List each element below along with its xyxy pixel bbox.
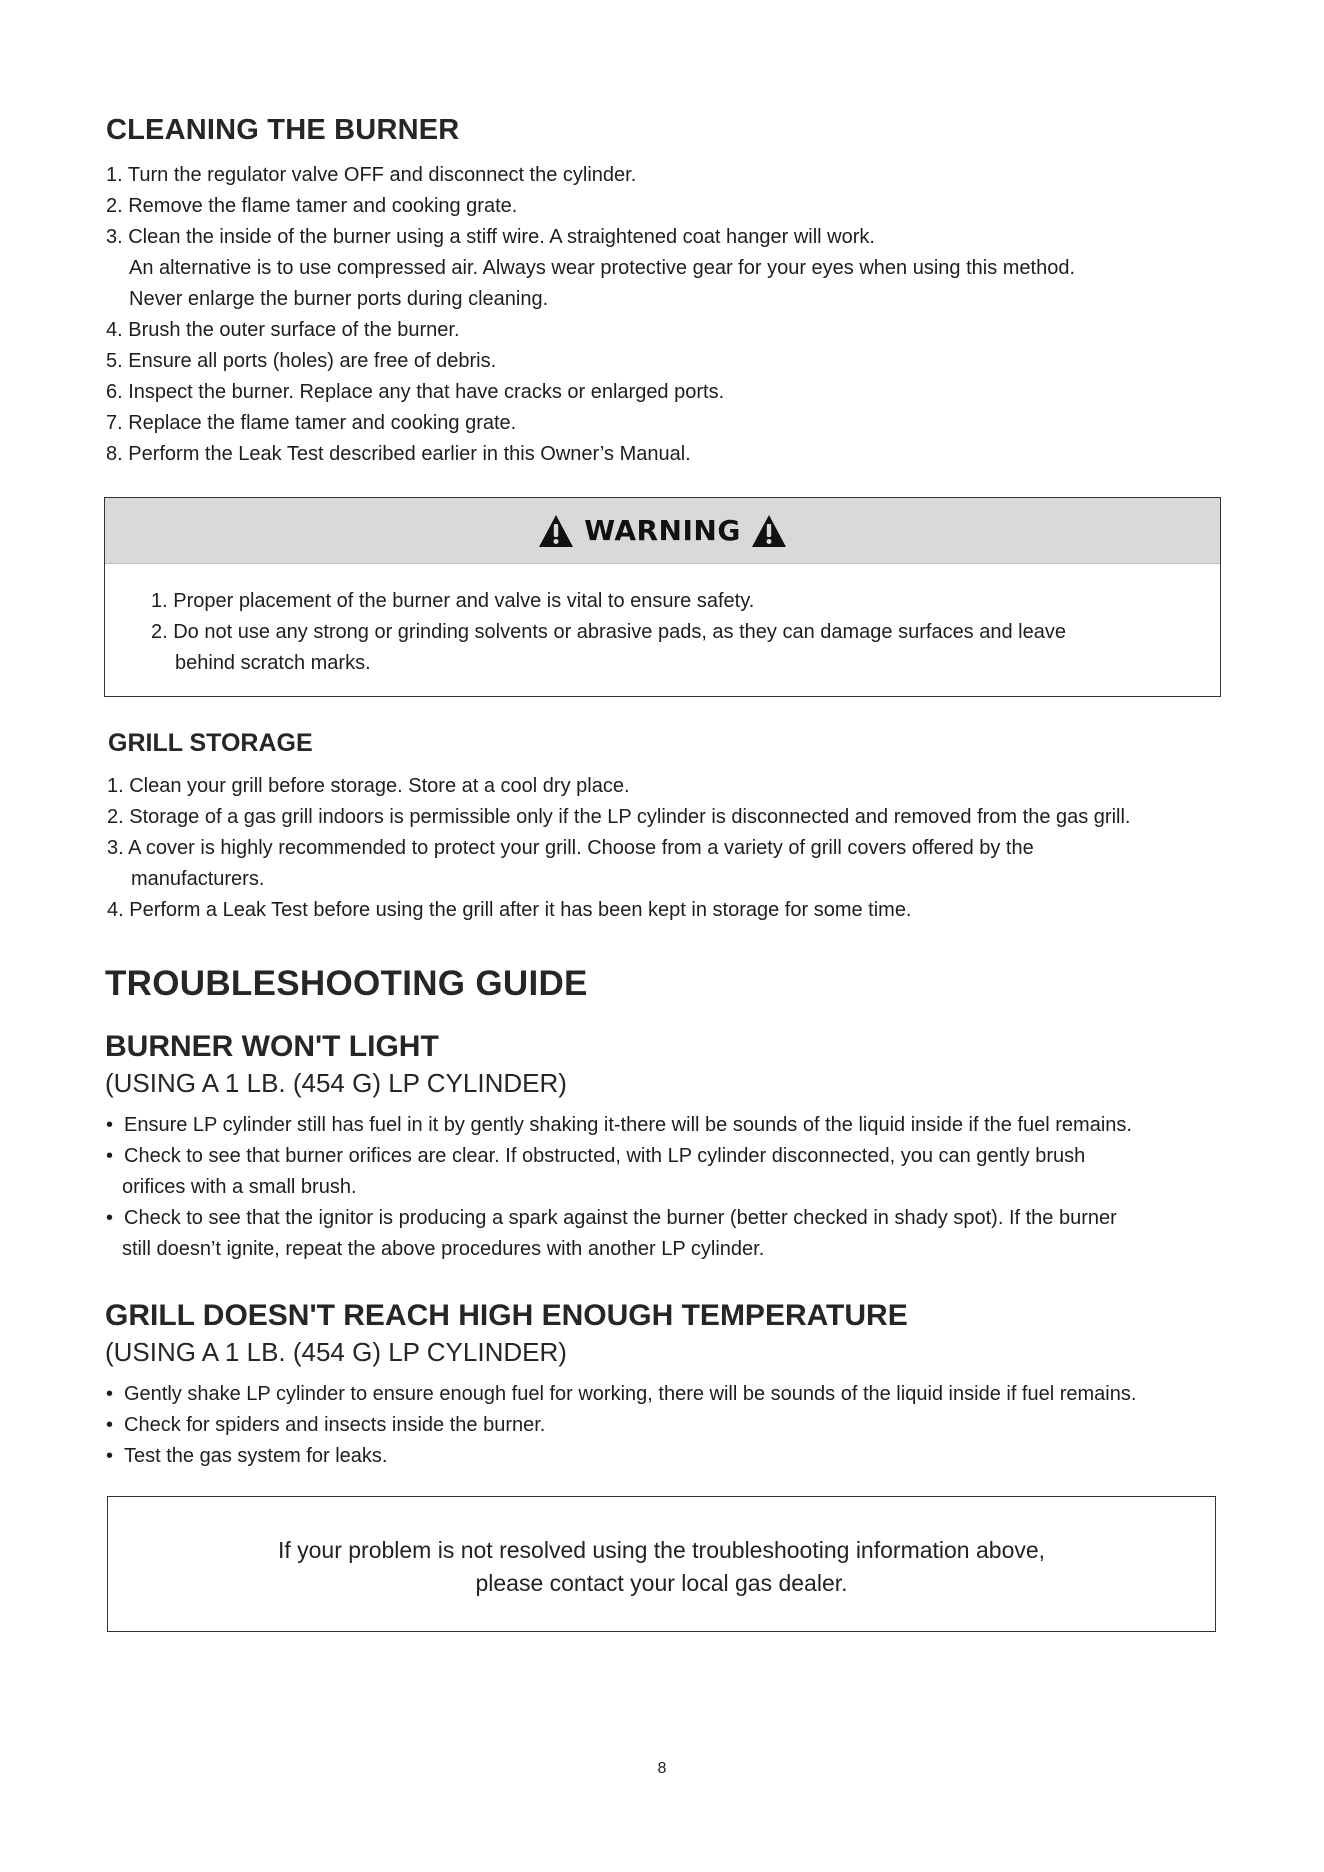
contact-box: [107, 1496, 1216, 1632]
warning-triangle-icon: [538, 514, 574, 548]
warning-item: 1. Proper placement of the burner and valve is vital to ensure safety.: [151, 590, 755, 612]
burner-bullet-text: Ensure LP cylinder still has fuel in it by gently shaking it-there will be sounds of the liquid inside if the fuel remains.: [124, 1114, 1132, 1136]
cleaning-step: 6. Inspect the burner. Replace any that have cracks or enlarged ports.: [106, 381, 725, 403]
bullet-icon: •: [106, 1145, 114, 1167]
storage-item: 2. Storage of a gas grill indoors is permissible only if the LP cylinder is disconnected and removed from the gas grill.: [107, 806, 1131, 828]
temp-bullet-text: Test the gas system for leaks.: [124, 1445, 388, 1467]
temp-bullets: [106, 1379, 1136, 1472]
cleaning-step: 4. Brush the outer surface of the burner.: [106, 319, 460, 341]
burner-bullet-cont: still doesn’t ignite, repeat the above procedures with another LP cylinder.: [122, 1238, 765, 1260]
temp-bullet-text: Check for spiders and insects inside the burner.: [124, 1414, 546, 1436]
temp-title: GRILL DOESN'T REACH HIGH ENOUGH TEMPERATURE: [105, 1299, 908, 1332]
list-item: [106, 1110, 1132, 1141]
page-number: 8: [657, 1760, 667, 1777]
bullet-icon: •: [106, 1414, 114, 1436]
cleaning-step: 3. Clean the inside of the burner using a stiff wire. A straightened coat hanger will work.: [106, 226, 875, 248]
list-item: [106, 1141, 1132, 1172]
cleaning-step: 5. Ensure all ports (holes) are free of debris.: [106, 350, 497, 372]
contact-line: If your problem is not resolved using the troubleshooting information above,: [277, 1537, 1046, 1563]
burner-title: BURNER WON'T LIGHT: [105, 1030, 439, 1063]
bullet-icon: •: [106, 1383, 114, 1405]
storage-item-cont: manufacturers.: [131, 868, 265, 890]
cleaning-step: 2. Remove the flame tamer and cooking grate.: [106, 195, 518, 217]
cleaning-step-cont: Never enlarge the burner ports during cleaning.: [129, 288, 549, 310]
cleaning-step-cont: An alternative is to use compressed air. Always wear protective gear for your eyes when using this method.: [129, 257, 1076, 279]
bullet-icon: •: [106, 1445, 114, 1467]
warning-header: [105, 498, 1220, 564]
list-item: [106, 1203, 1132, 1234]
burner-bullet-cont: orifices with a small brush.: [122, 1176, 357, 1198]
burner-bullet-text: Check to see that the ignitor is producing a spark against the burner (better checked in shady spot). If the burner: [124, 1207, 1117, 1229]
list-item: [106, 1379, 1136, 1410]
warning-title: WARNING: [584, 514, 741, 547]
warning-box: [104, 497, 1221, 697]
temp-subtitle: (USING A 1 LB. (454 G) LP CYLINDER): [105, 1337, 567, 1367]
cleaning-step: 1. Turn the regulator valve OFF and disconnect the cylinder.: [106, 164, 637, 186]
cleaning-title: CLEANING THE BURNER: [106, 114, 460, 146]
storage-item: 1. Clean your grill before storage. Store at a cool dry place.: [107, 775, 630, 797]
cleaning-steps: [106, 160, 1075, 470]
cleaning-step: 8. Perform the Leak Test described earlier in this Owner’s Manual.: [106, 443, 691, 465]
warning-item-cont: behind scratch marks.: [175, 652, 371, 674]
list-item: [106, 1410, 1136, 1441]
contact-line: please contact your local gas dealer.: [475, 1570, 848, 1596]
bullet-icon: •: [106, 1114, 114, 1136]
warning-triangle-icon: [751, 514, 787, 548]
troubleshooting-title: TROUBLESHOOTING GUIDE: [105, 964, 588, 1003]
bullet-icon: •: [106, 1207, 114, 1229]
storage-item: 3. A cover is highly recommended to protect your grill. Choose from a variety of grill covers offered by the: [107, 837, 1034, 859]
burner-bullets: [106, 1110, 1132, 1265]
warning-item: 2. Do not use any strong or grinding solvents or abrasive pads, as they can damage surfaces and leave: [151, 621, 1066, 643]
storage-list: [107, 771, 1130, 926]
burner-bullet-text: Check to see that burner orifices are clear. If obstructed, with LP cylinder disconnected, you can gently brush: [124, 1145, 1086, 1167]
warning-list: [105, 564, 1220, 679]
list-item: [106, 1441, 1136, 1472]
burner-subtitle: (USING A 1 LB. (454 G) LP CYLINDER): [105, 1068, 567, 1098]
temp-bullet-text: Gently shake LP cylinder to ensure enough fuel for working, there will be sounds of the liquid inside if fuel remains.: [124, 1383, 1137, 1405]
cleaning-step: 7. Replace the flame tamer and cooking grate.: [106, 412, 517, 434]
storage-title: GRILL STORAGE: [108, 729, 313, 757]
storage-item: 4. Perform a Leak Test before using the grill after it has been kept in storage for some time.: [107, 899, 912, 921]
